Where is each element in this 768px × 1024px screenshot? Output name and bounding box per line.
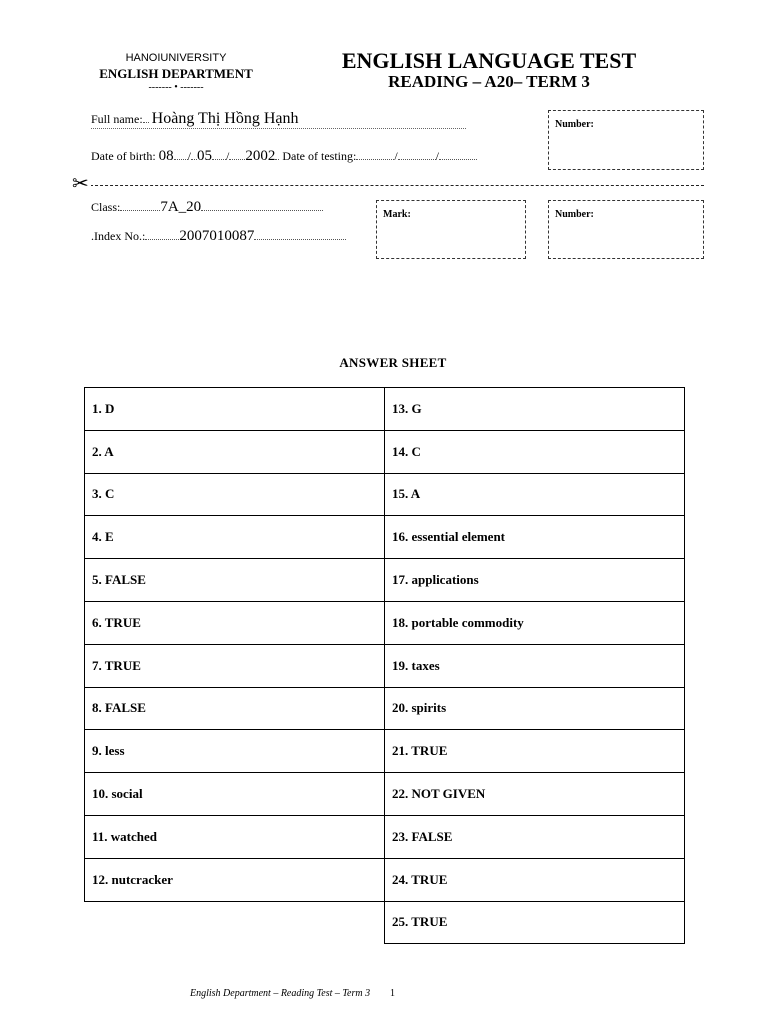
test-subtitle: READING – A20– TERM 3 (388, 72, 590, 91)
answer-cell: 25. TRUE (385, 901, 685, 944)
answer-cell: 9. less (85, 730, 385, 773)
table-row (85, 644, 685, 687)
table-row (85, 858, 685, 901)
empty-cell (85, 901, 385, 944)
index-row (91, 227, 346, 245)
index-label: .Index No.: (91, 229, 146, 243)
number-box-bottom (548, 200, 704, 259)
number-box-top (548, 110, 704, 170)
full-name-row (91, 110, 298, 128)
header-ornament: ------- • ------- (148, 82, 204, 93)
table-row (85, 601, 685, 644)
class-label: Class: (91, 200, 121, 214)
answer-cell: 12. nutcracker (85, 858, 385, 901)
answer-cell: 23. FALSE (385, 815, 685, 858)
answer-cell: 24. TRUE (385, 858, 685, 901)
dob-day: 08 (158, 148, 174, 164)
answer-cell: 2. A (85, 430, 385, 473)
answer-cell: 4. E (85, 516, 385, 559)
table-row (85, 815, 685, 858)
answer-cell: 1. D (85, 388, 385, 431)
mark-box (376, 200, 526, 259)
table-row (85, 687, 685, 730)
dob-row: Date of birth: 08 / 05 / 2002 Date of testing: / / (91, 147, 477, 165)
table-row (85, 773, 685, 816)
answer-cell: 17. applications (385, 559, 685, 602)
answer-cell: 3. C (85, 473, 385, 516)
answer-cell: 11. watched (85, 815, 385, 858)
answer-cell: 22. NOT GIVEN (385, 773, 685, 816)
answer-cell: 18. portable commodity (385, 601, 685, 644)
answer-sheet-title: ANSWER SHEET (339, 355, 447, 370)
answer-cell: 16. essential element (385, 516, 685, 559)
answer-cell: 7. TRUE (85, 644, 385, 687)
page-number: 1 (390, 988, 395, 999)
footer-text: English Department – Reading Test – Term 3 (190, 988, 371, 999)
answer-table (84, 387, 685, 944)
class-value: 7A_20 (160, 199, 202, 215)
table-row (85, 730, 685, 773)
dob-month: 05 (197, 148, 212, 164)
answer-cell: 20. spirits (385, 687, 685, 730)
answer-cell: 6. TRUE (85, 601, 385, 644)
university-name: HANOIUNIVERSITY (125, 52, 227, 64)
department-name: ENGLISH DEPARTMENT (99, 66, 253, 81)
number-label-bottom: Number: (555, 209, 594, 220)
full-name-underline (91, 128, 466, 129)
table-row (85, 559, 685, 602)
scissors-icon: ✂ (72, 173, 89, 195)
index-value: 2007010087 (179, 228, 255, 244)
answer-cell: 13. G (385, 388, 685, 431)
test-title: ENGLISH LANGUAGE TEST (341, 48, 637, 73)
table-row (85, 516, 685, 559)
answer-cell: 21. TRUE (385, 730, 685, 773)
table-row (85, 473, 685, 516)
full-name-value: Hoàng Thị Hồng Hạnh (151, 110, 299, 127)
number-label-top: Number: (555, 119, 594, 130)
full-name-label: Full name: (91, 112, 143, 126)
table-row (85, 901, 685, 944)
mark-label: Mark: (383, 209, 411, 220)
answer-cell: 15. A (385, 473, 685, 516)
class-row (91, 198, 323, 216)
date-testing-label: Date of testing: (282, 149, 357, 163)
table-row (85, 388, 685, 431)
table-row (85, 430, 685, 473)
dob-label: Date of birth: (91, 149, 156, 163)
answer-cell: 5. FALSE (85, 559, 385, 602)
answer-cell: 8. FALSE (85, 687, 385, 730)
answer-cell: 19. taxes (385, 644, 685, 687)
cut-line (80, 185, 704, 186)
answer-cell: 10. social (85, 773, 385, 816)
dob-year: 2002 (245, 148, 276, 164)
answer-cell: 14. C (385, 430, 685, 473)
